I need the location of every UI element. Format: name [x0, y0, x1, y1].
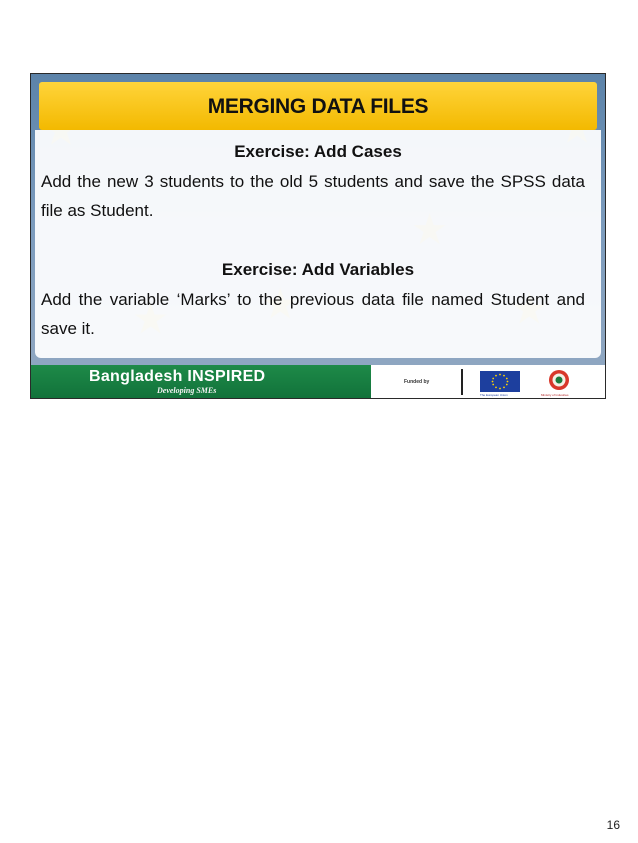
exercise-text-add-variables: Add the variable ‘Marks’ to the previous data file named Student and save it.	[41, 290, 585, 338]
slide-title: MERGING DATA FILES	[207, 95, 429, 118]
footer-divider	[461, 369, 463, 395]
brand-name: Bangladesh INSPIRED	[89, 368, 266, 385]
content-panel	[35, 130, 601, 358]
exercise-heading-add-cases: Exercise: Add Cases	[234, 142, 402, 161]
title-bar	[39, 82, 597, 130]
brand-tagline: Developing SMEs	[157, 386, 217, 395]
exercise-text-add-cases: Add the new 3 students to the old 5 students and save the SPSS data file as Student.	[41, 172, 585, 220]
page-number: 16	[606, 818, 620, 832]
funded-by-label: Funded by	[404, 379, 430, 385]
exercise-heading-add-variables: Exercise: Add Variables	[221, 260, 415, 279]
eu-caption: The European Union	[480, 393, 508, 397]
eu-flag-icon	[480, 371, 520, 392]
bangladesh-emblem-icon	[548, 369, 570, 391]
footer-brand-area	[31, 365, 371, 399]
slide	[30, 73, 606, 399]
ministry-caption: Ministry of Industries	[541, 393, 569, 397]
footer-banner	[31, 365, 605, 399]
